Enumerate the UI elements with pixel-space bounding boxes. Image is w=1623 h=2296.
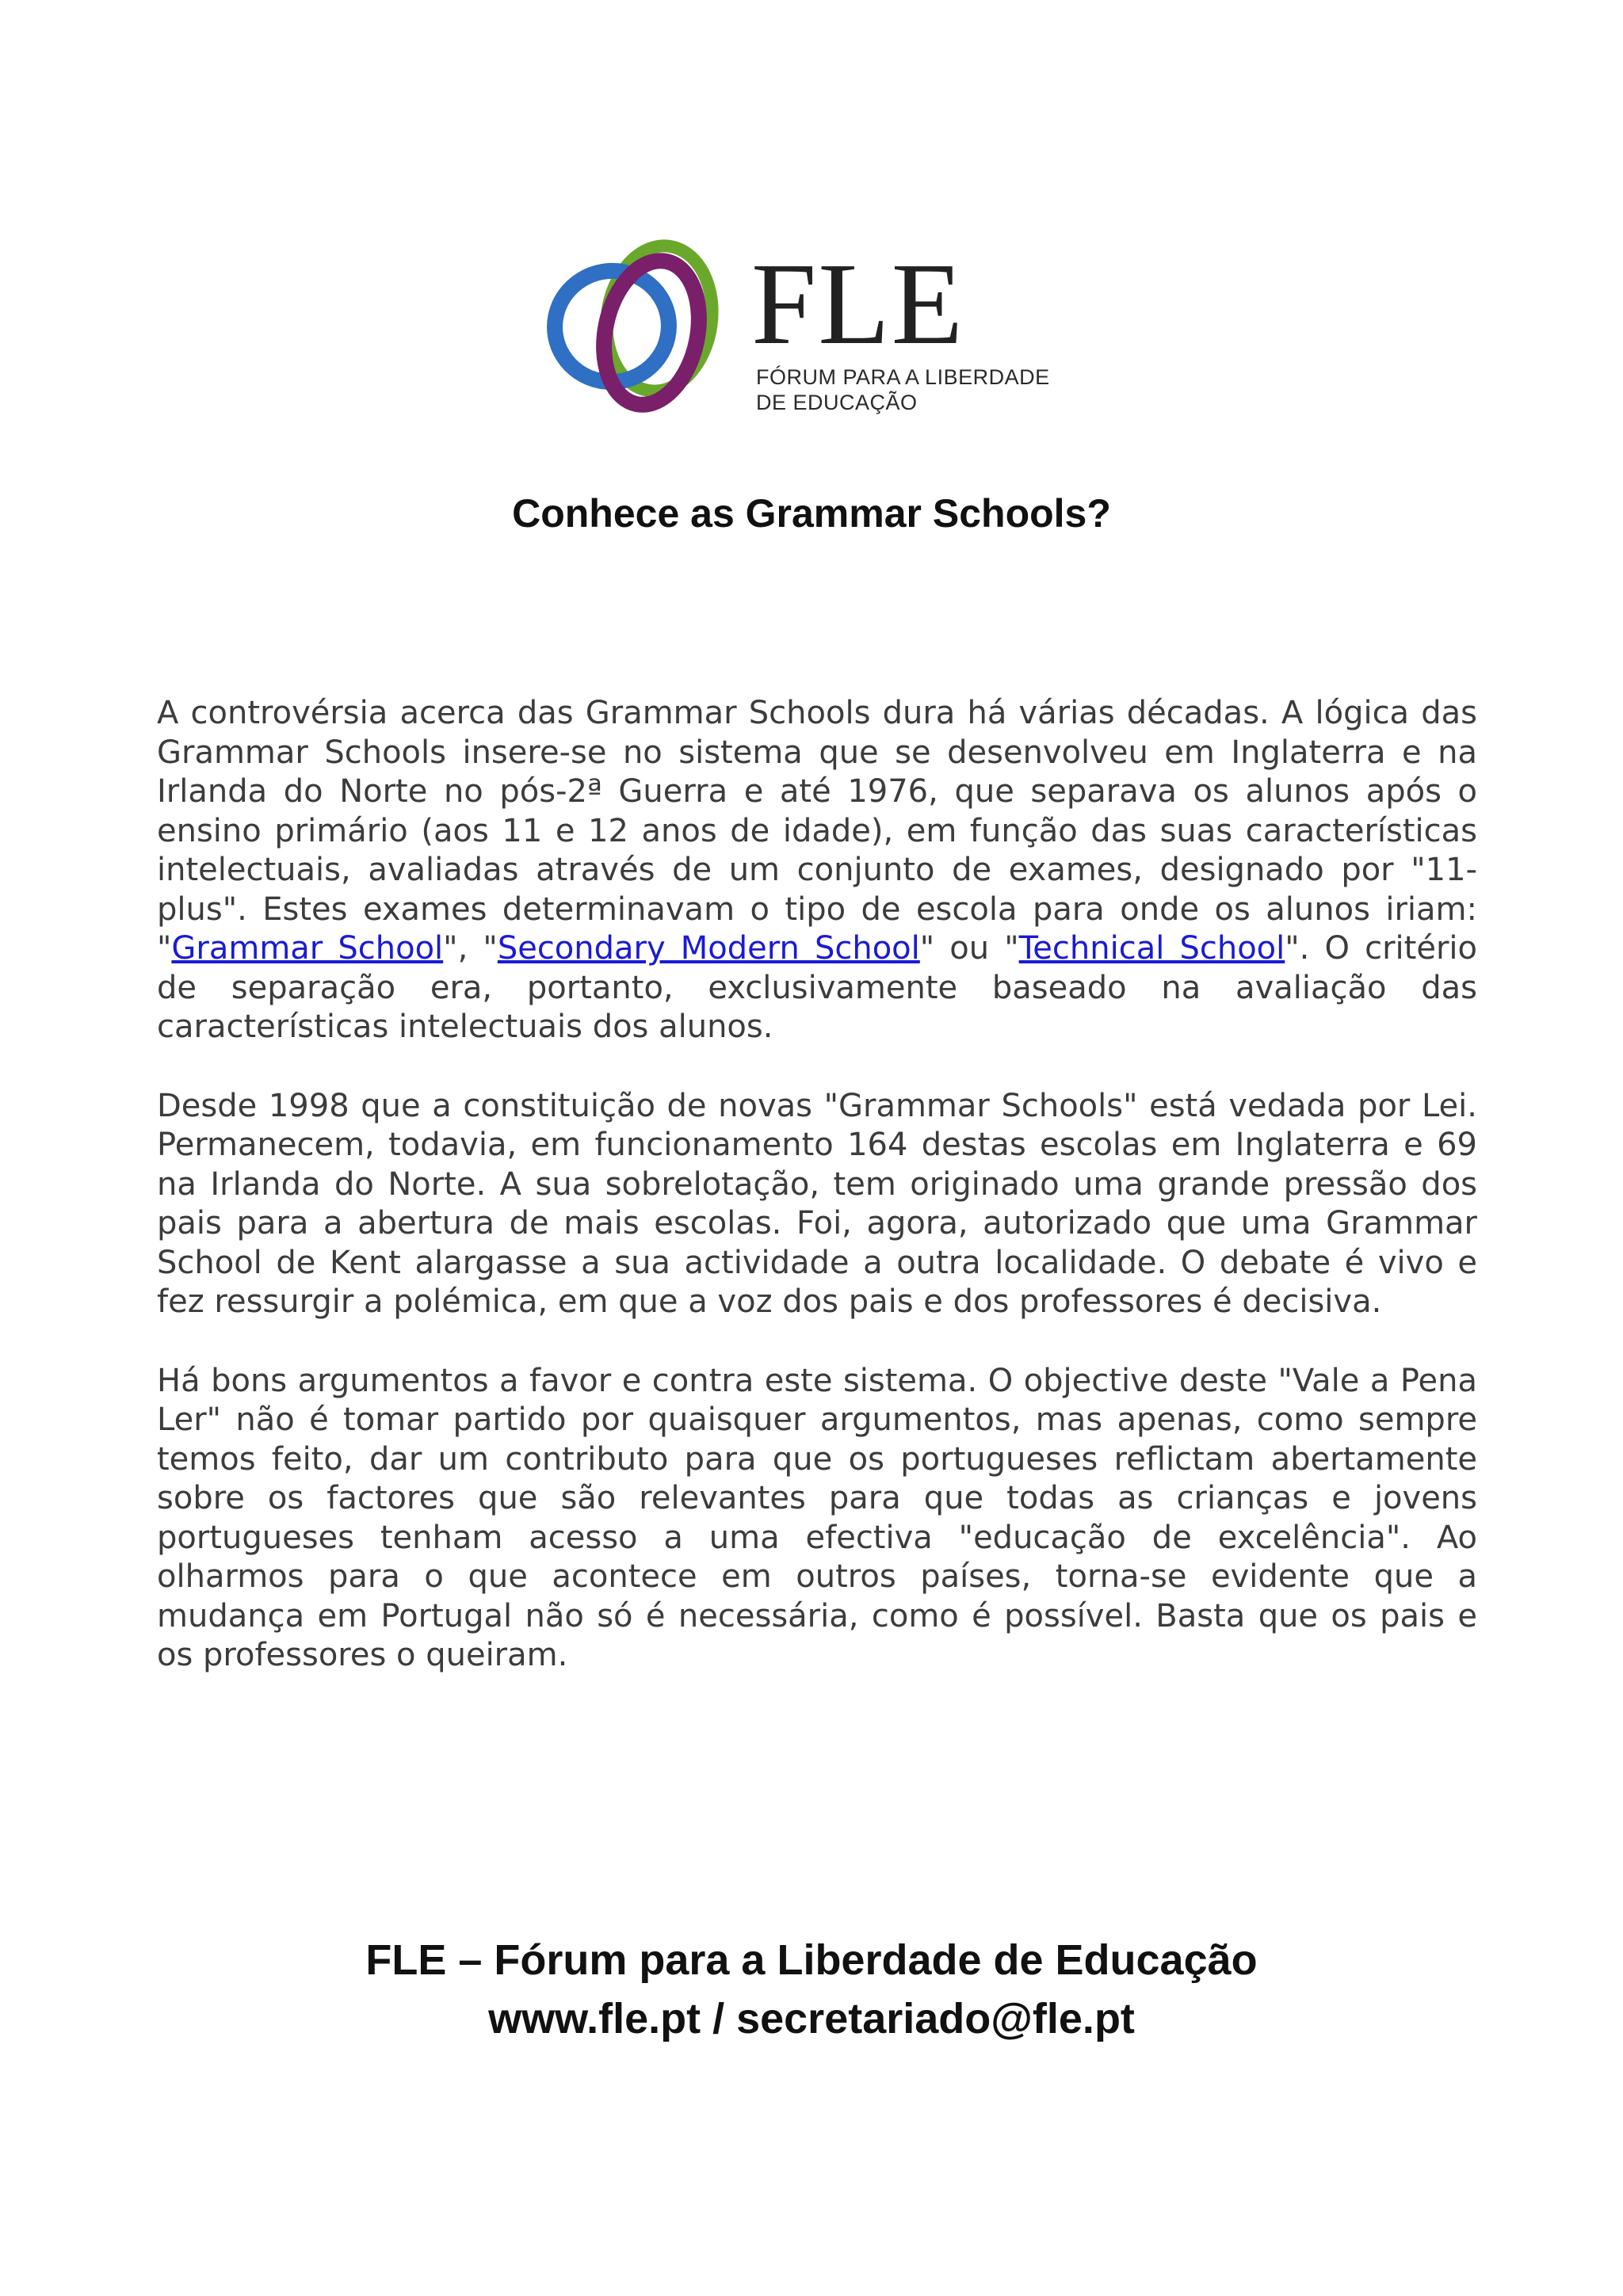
logo-subtitle-line2: DE EDUCAÇÃO bbox=[756, 391, 918, 414]
fle-rings-icon bbox=[533, 231, 731, 429]
page-title: Conhece as Grammar Schools? bbox=[512, 491, 1111, 536]
footer-contact: www.fle.pt / secretariado@fle.pt bbox=[488, 1995, 1135, 2042]
paragraph-1-text-b: ", " bbox=[443, 930, 498, 967]
article-body bbox=[157, 694, 1477, 1715]
logo-subtitle-line1: FÓRUM PARA A LIBERDADE bbox=[756, 365, 1050, 389]
logo-wordmark: FLE bbox=[751, 239, 965, 369]
paragraph-1-text-c: " ou " bbox=[919, 930, 1019, 967]
paragraph-1-text-a: A controvérsia acerca das Grammar Schools dura há várias décadas. A lógica das Grammar Schools insere-se no sistema que se desenvolveu em Inglaterra e na Irlanda do Norte no pós-2ª Guerra e até 1976, que separava os alunos após o ensino primário (aos 11 e 12 anos de idade), em função das suas características intelectuais, avaliadas através de um conjunto de exames, designado por "11-plus". Estes exames determinavam o tipo de escola para onde os alunos iriam: " bbox=[157, 695, 1477, 967]
technical-school-link[interactable]: Technical School bbox=[1018, 930, 1285, 967]
paragraph-3: Há bons argumentos a favor e contra este sistema. O objective deste "Vale a Pena Ler" não é tomar partido por quaisquer argumentos, mas apenas, como sempre temos feito, dar um contributo para que os portugueses reflictam abertamente sobre os factores que são relevantes para que todas as crianças e jovens portugueses tenham acesso a uma efectiva "educação de excelência". Ao olharmos para o que acontece em outros países, torna-se evidente que a mudança em Portugal não só é necessária, como é possível. Basta que os pais e os professores o queiram. bbox=[157, 1362, 1477, 1673]
secondary-modern-school-link[interactable]: Secondary Modern School bbox=[497, 930, 920, 967]
paragraph-2: Desde 1998 que a constituição de novas "Grammar Schools" está vedada por Lei. Permanecem, todavia, em funcionamento 164 destas escolas em Inglaterra e 69 na Irlanda do Norte. A sua sobrelotação, tem originado uma grande pressão dos pais para a abertura de mais escolas. Foi, agora, autorizado que uma Grammar School de Kent alargasse a sua actividade a outra localidade. O debate é vivo e fez ressurgir a polémica, em que a voz dos pais e dos professores é decisiva. bbox=[157, 1087, 1477, 1320]
fle-logo bbox=[533, 231, 1048, 429]
footer bbox=[0, 1931, 1623, 2048]
logo-subtitle bbox=[756, 364, 1050, 415]
paragraph-1 bbox=[157, 694, 1477, 1047]
grammar-school-link[interactable]: Grammar School bbox=[171, 930, 444, 967]
footer-organization: FLE – Fórum para a Liberdade de Educação bbox=[365, 1936, 1258, 1984]
paragraph-1-text-d: ". O critério de separação era, portanto, exclusivamente baseado na avaliação das características intelectuais dos alunos. bbox=[157, 930, 1477, 1045]
